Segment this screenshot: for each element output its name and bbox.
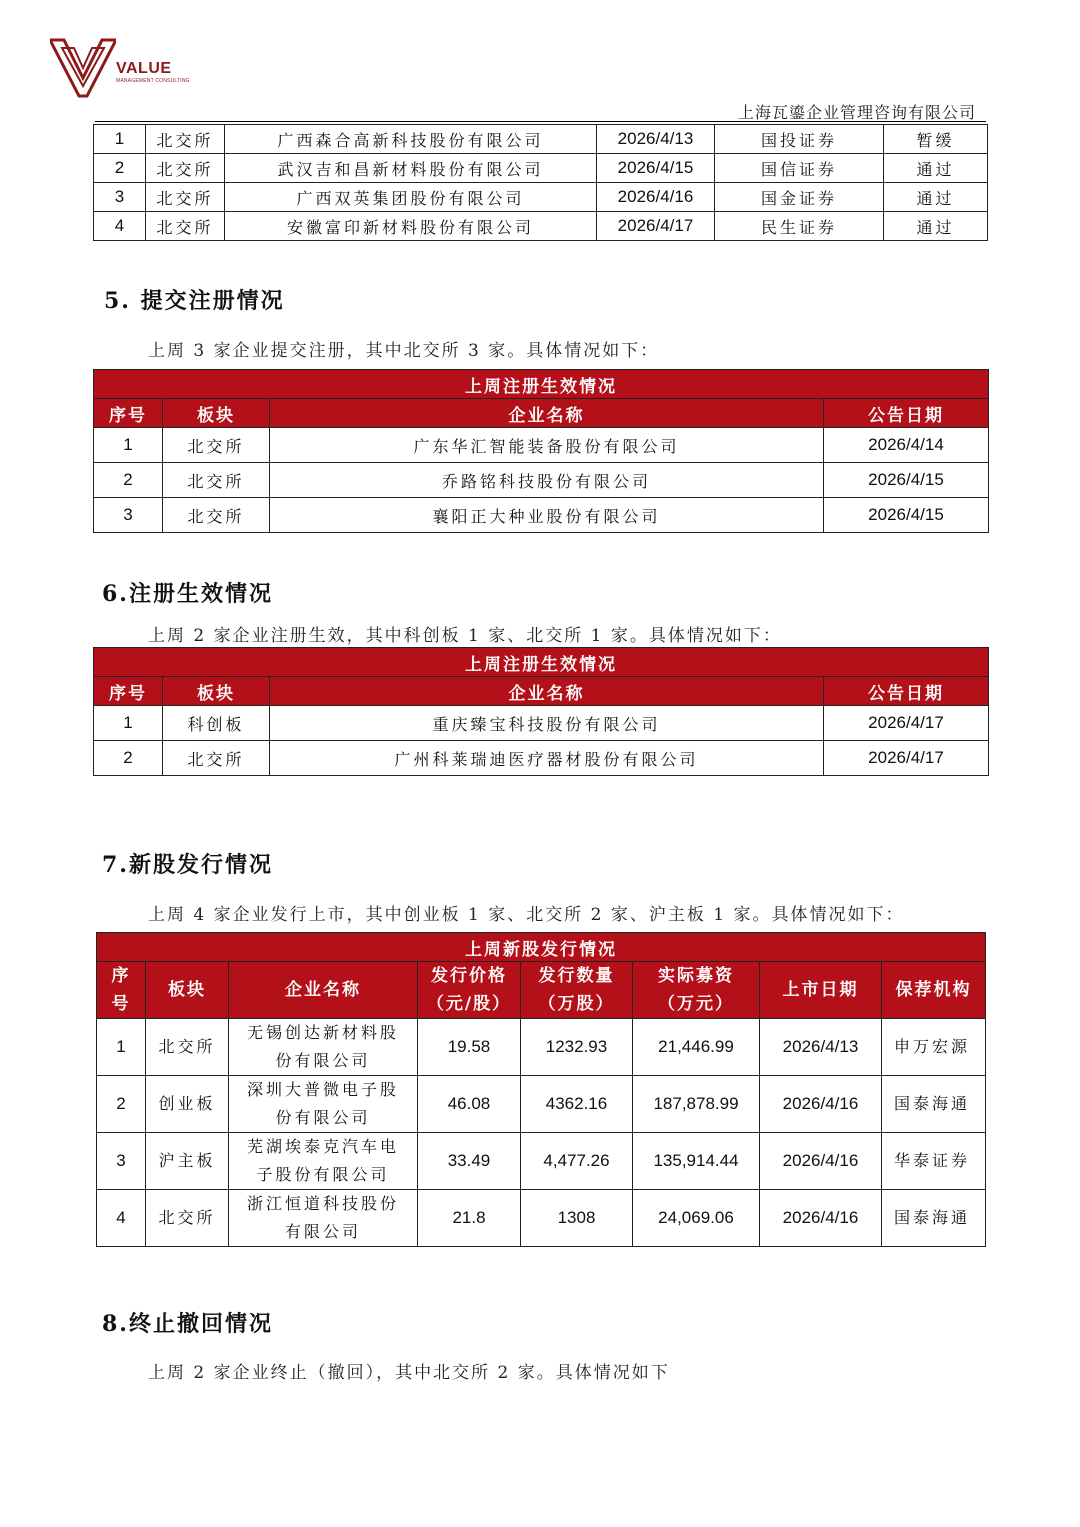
table-cell: 2026/4/16: [597, 183, 715, 212]
col-header-index: 序号: [94, 399, 163, 428]
cell-line: 21.8: [452, 1208, 486, 1227]
col-header-line: 序: [111, 966, 131, 986]
table-row: [97, 1190, 986, 1247]
table-cell: [229, 1133, 418, 1190]
table-cell: 3: [94, 498, 163, 533]
cell-line: 创业板: [158, 1094, 216, 1113]
table-cell: [521, 1133, 633, 1190]
cell-line: 浙江恒道科技股份: [246, 1194, 399, 1213]
table-cell: [633, 1133, 760, 1190]
cell-line: 4,477.26: [543, 1151, 610, 1170]
header-divider: [95, 121, 986, 122]
col-header-company: 企业名称: [270, 677, 824, 706]
review-results-table: [93, 124, 988, 241]
table-header-row: [97, 962, 986, 1019]
table-cell: 北交所: [163, 463, 270, 498]
col-header-line: 发行价格: [431, 966, 507, 986]
col-header-line: （万元）: [658, 994, 734, 1014]
col-header-board: 板块: [163, 677, 270, 706]
table-row: [97, 1019, 986, 1076]
col-header: [633, 962, 760, 1019]
table-cell: 2026/4/15: [824, 463, 989, 498]
cell-line: 2026/4/16: [782, 1094, 859, 1113]
table-row: [94, 125, 988, 154]
table-cell: 广州科莱瑞迪医疗器材股份有限公司: [270, 741, 824, 776]
table-cell: 暂缓: [884, 125, 988, 154]
cell-line: 187,878.99: [653, 1094, 739, 1113]
cell-line: 国泰海通: [894, 1208, 971, 1227]
table-cell: 2026/4/17: [824, 741, 989, 776]
table-cell: 2026/4/13: [597, 125, 715, 154]
table-cell: [97, 1076, 146, 1133]
cell-line: 沪主板: [158, 1151, 216, 1170]
section-8-heading: 8.终止撤回情况: [102, 1311, 273, 1337]
section-6-intro: 上周 2 家企业注册生效，其中科创板 1 家、北交所 1 家。具体情况如下：: [148, 626, 782, 646]
cell-line: 24,069.06: [658, 1208, 734, 1227]
table-cell: 2026/4/17: [824, 706, 989, 741]
table-cell: 重庆臻宝科技股份有限公司: [270, 706, 824, 741]
table-cell: [97, 1019, 146, 1076]
col-header: [760, 962, 882, 1019]
cell-line: 3: [116, 1151, 126, 1170]
cell-line: 46.08: [447, 1094, 491, 1113]
col-header: [521, 962, 633, 1019]
table-cell: 北交所: [146, 212, 225, 241]
table-cell: [418, 1190, 521, 1247]
cell-line: 深圳大普微电子股: [246, 1080, 399, 1099]
cell-line: 2026/4/13: [782, 1037, 859, 1056]
cell-line: 2026/4/16: [782, 1151, 859, 1170]
col-header-line: 发行数量: [538, 966, 615, 986]
table-cell: [229, 1190, 418, 1247]
table-cell: [633, 1190, 760, 1247]
company-logo: [50, 38, 190, 98]
table-cell: 北交所: [163, 498, 270, 533]
col-header: [418, 962, 521, 1019]
table-cell: [760, 1190, 882, 1247]
cell-line: 有限公司: [284, 1222, 361, 1241]
table-cell: [633, 1019, 760, 1076]
cell-line: 北交所: [158, 1208, 216, 1227]
table-cell: 乔路铭科技股份有限公司: [270, 463, 824, 498]
table-cell: [146, 1019, 229, 1076]
table-row: [97, 1133, 986, 1190]
table-row: [94, 154, 988, 183]
table-cell: 2: [94, 154, 146, 183]
table-cell: 1: [94, 706, 163, 741]
cell-line: 国泰海通: [894, 1094, 971, 1113]
table-cell: 北交所: [146, 154, 225, 183]
table-cell: 2026/4/14: [824, 428, 989, 463]
table-cell: [146, 1190, 229, 1247]
table-cell: 民生证券: [715, 212, 884, 241]
table-cell: [229, 1019, 418, 1076]
col-header-line: 保荐机构: [895, 980, 972, 1000]
table-row: [94, 741, 989, 776]
table-cell: 3: [94, 183, 146, 212]
table-cell: 4: [94, 212, 146, 241]
table-cell: 国投证券: [715, 125, 884, 154]
col-header: [882, 962, 986, 1019]
section-5-heading: 5. 提交注册情况: [104, 288, 285, 314]
table-title: 上周新股发行情况: [97, 933, 986, 962]
table-cell: [418, 1133, 521, 1190]
table-cell: 1: [94, 428, 163, 463]
cell-line: 4362.16: [545, 1094, 608, 1113]
col-header-line: 板块: [168, 980, 206, 1000]
table-title: 上周注册生效情况: [94, 370, 989, 399]
cell-line: 2026/4/16: [782, 1208, 859, 1227]
new-issuance-table: [96, 932, 986, 1247]
cell-line: 19.58: [447, 1037, 491, 1056]
table-cell: 2: [94, 463, 163, 498]
col-header-line: 实际募资: [658, 966, 734, 986]
registration-effective-table: [93, 647, 989, 776]
table-cell: 广西森合高新科技股份有限公司: [225, 125, 597, 154]
table-cell: 北交所: [146, 125, 225, 154]
table-row: [94, 706, 989, 741]
table-cell: [418, 1019, 521, 1076]
cell-line: 135,914.44: [653, 1151, 739, 1170]
company-name: 上海瓦鎏企业管理咨询有限公司: [737, 103, 976, 122]
table-cell: 北交所: [163, 741, 270, 776]
section-5-intro: 上周 3 家企业提交注册，其中北交所 3 家。具体情况如下：: [148, 341, 660, 361]
col-header-line: 上市日期: [782, 980, 859, 1000]
cell-line: 1: [116, 1037, 126, 1056]
table-cell: [521, 1076, 633, 1133]
table-row: [94, 428, 989, 463]
col-header-line: （元/股）: [426, 994, 512, 1014]
cell-line: 份有限公司: [275, 1051, 371, 1070]
table-cell: 襄阳正大种业股份有限公司: [270, 498, 824, 533]
table-cell: [146, 1076, 229, 1133]
table-cell: 北交所: [163, 428, 270, 463]
table-cell: [418, 1076, 521, 1133]
table-row: [94, 463, 989, 498]
table-title: 上周注册生效情况: [94, 648, 989, 677]
table-row: [94, 212, 988, 241]
registration-submitted-table: [93, 369, 989, 533]
table-cell: [760, 1133, 882, 1190]
col-header-date: 公告日期: [824, 399, 989, 428]
cell-line: 华泰证券: [894, 1151, 971, 1170]
col-header-line: （万股）: [538, 994, 615, 1014]
cell-line: 北交所: [158, 1037, 216, 1056]
table-cell: 科创板: [163, 706, 270, 741]
cell-line: 2: [116, 1094, 126, 1113]
section-7-intro: 上周 4 家企业发行上市，其中创业板 1 家、北交所 2 家、沪主板 1 家。具体情况如下：: [148, 905, 905, 925]
section-7-heading: 7.新股发行情况: [102, 852, 273, 878]
table-cell: [229, 1076, 418, 1133]
col-header: [97, 962, 146, 1019]
cell-line: 4: [116, 1208, 126, 1227]
table-cell: 国金证券: [715, 183, 884, 212]
cell-line: 无锡创达新材料股: [246, 1023, 399, 1042]
table-cell: 广西双英集团股份有限公司: [225, 183, 597, 212]
table-cell: [760, 1019, 882, 1076]
table-cell: [882, 1076, 986, 1133]
col-header-board: 板块: [163, 399, 270, 428]
table-cell: [521, 1190, 633, 1247]
table-cell: [146, 1133, 229, 1190]
value-v-logo-icon: [50, 38, 116, 98]
cell-line: 21,446.99: [658, 1037, 734, 1056]
table-cell: [882, 1190, 986, 1247]
table-cell: [633, 1076, 760, 1133]
brand-tagline: MANAGEMENT CONSULTING: [116, 78, 190, 84]
table-cell: 2026/4/15: [597, 154, 715, 183]
section-8-intro: 上周 2 家企业终止（撤回），其中北交所 2 家。具体情况如下: [148, 1363, 670, 1383]
col-header-date: 公告日期: [824, 677, 989, 706]
table-cell: 通过: [884, 183, 988, 212]
cell-line: 份有限公司: [275, 1108, 371, 1127]
cell-line: 1308: [557, 1208, 596, 1227]
table-row: [94, 498, 989, 533]
col-header-index: 序号: [94, 677, 163, 706]
cell-line: 申万宏源: [894, 1037, 971, 1056]
table-cell: [97, 1190, 146, 1247]
table-cell: 2: [94, 741, 163, 776]
table-cell: 通过: [884, 154, 988, 183]
brand-name: VALUE: [116, 60, 172, 77]
table-row: [94, 183, 988, 212]
col-header-company: 企业名称: [270, 399, 824, 428]
table-row: [97, 1076, 986, 1133]
table-cell: [882, 1019, 986, 1076]
col-header-line: 号: [111, 994, 131, 1014]
table-cell: 2026/4/17: [597, 212, 715, 241]
table-cell: 广东华汇智能装备股份有限公司: [270, 428, 824, 463]
col-header: [146, 962, 229, 1019]
cell-line: 33.49: [447, 1151, 491, 1170]
table-cell: 北交所: [146, 183, 225, 212]
table-cell: 1: [94, 125, 146, 154]
table-cell: [521, 1019, 633, 1076]
cell-line: 芜湖埃泰克汽车电: [246, 1137, 399, 1156]
table-cell: 安徽富印新材料股份有限公司: [225, 212, 597, 241]
table-cell: [760, 1076, 882, 1133]
table-cell: 通过: [884, 212, 988, 241]
table-cell: [97, 1133, 146, 1190]
table-cell: 武汉吉和昌新材料股份有限公司: [225, 154, 597, 183]
table-cell: 国信证券: [715, 154, 884, 183]
col-header-line: 企业名称: [285, 980, 361, 1000]
cell-line: 子股份有限公司: [256, 1165, 390, 1184]
table-cell: [882, 1133, 986, 1190]
section-6-heading: 6.注册生效情况: [102, 581, 273, 607]
table-cell: 2026/4/15: [824, 498, 989, 533]
col-header: [229, 962, 418, 1019]
cell-line: 1232.93: [545, 1037, 608, 1056]
